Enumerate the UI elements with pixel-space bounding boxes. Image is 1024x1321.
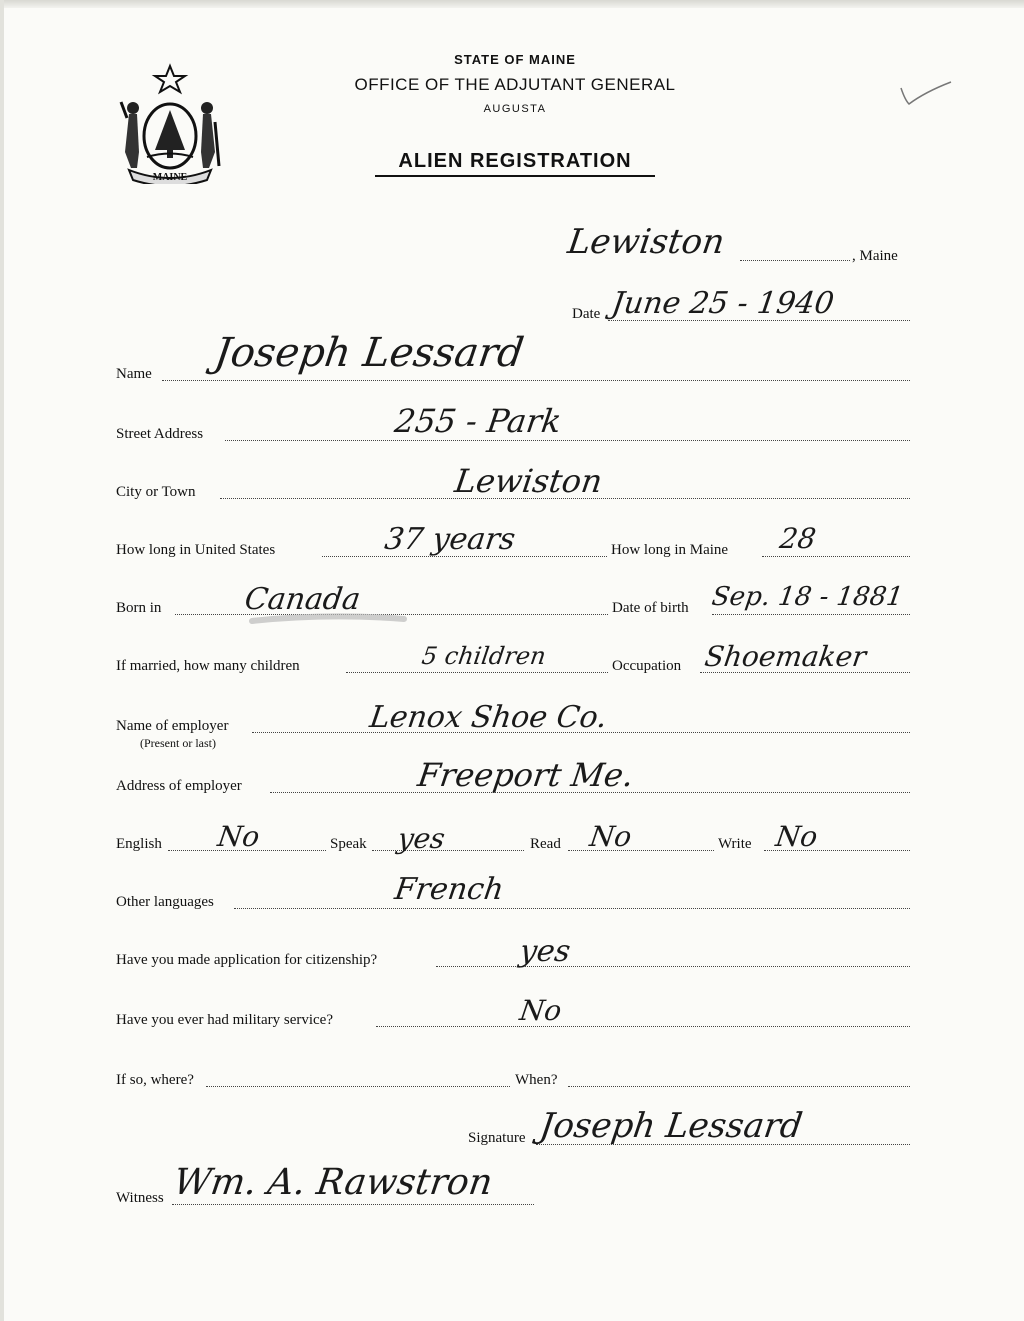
occupation-label: Occupation — [612, 658, 682, 674]
other-languages-line — [234, 908, 910, 909]
svg-text:MAINE: MAINE — [152, 172, 188, 183]
date-of-birth-label: Date of birth — [612, 600, 689, 616]
witness-value: Wm. A. Rawstron — [171, 1162, 496, 1203]
children-label: If married, how many children — [116, 658, 300, 674]
street-address-line — [225, 440, 910, 441]
maine-suffix: , Maine — [852, 248, 898, 264]
how-long-maine-line — [762, 556, 910, 557]
city-value: Lewiston — [452, 462, 605, 500]
state-heading: STATE OF MAINE — [454, 52, 576, 67]
maine-state-seal — [115, 62, 225, 184]
employer-value: Lenox Shoe Co. — [367, 700, 610, 735]
scan-edge — [0, 0, 1024, 8]
how-long-us-label: How long in United States — [116, 542, 276, 558]
born-in-value: Canada — [242, 582, 363, 617]
english-value: No — [215, 820, 262, 853]
date-of-birth-line — [712, 614, 910, 615]
witness-line — [172, 1204, 534, 1205]
write-label: Write — [718, 836, 752, 852]
write-value: No — [773, 820, 820, 853]
citizenship-label: Have you made application for citizenship? — [116, 952, 378, 968]
military-line — [376, 1026, 910, 1027]
city-heading: AUGUSTA — [483, 103, 547, 115]
how-long-maine-label: How long in Maine — [611, 542, 729, 558]
town-line — [740, 260, 850, 261]
occupation-value: Shoemaker — [702, 640, 869, 673]
military-label: Have you ever had military service? — [116, 1012, 333, 1028]
date-of-birth-value: Sep. 18 - 1881 — [709, 582, 906, 612]
name-line — [162, 380, 910, 381]
signature-label: Signature — [468, 1130, 526, 1146]
employer-address-value: Freeport Me. — [415, 756, 636, 794]
if-so-where-label: If so, where? — [116, 1072, 194, 1088]
read-label: Read — [530, 836, 561, 852]
speak-line — [372, 850, 524, 851]
date-label: Date — [572, 306, 601, 322]
born-in-label: Born in — [116, 600, 162, 616]
citizenship-line — [436, 966, 910, 967]
citizenship-value: yes — [517, 934, 573, 969]
signature-value: Joseph Lessard — [537, 1106, 805, 1146]
town-value: Lewiston — [565, 222, 727, 262]
name-value: Joseph Lessard — [211, 330, 527, 376]
form-title: ALIEN REGISTRATION — [375, 150, 655, 177]
children-value: 5 children — [420, 642, 548, 670]
children-line — [346, 672, 608, 673]
employer-label: Name of employer — [116, 718, 229, 734]
witness-label: Witness — [116, 1190, 164, 1206]
speak-value: yes — [395, 822, 448, 855]
city-label: City or Town — [116, 484, 196, 500]
name-label: Name — [116, 366, 152, 382]
when-line — [568, 1086, 910, 1087]
speak-label: Speak — [330, 836, 367, 852]
military-value: No — [517, 994, 564, 1027]
employer-note: (Present or last) — [140, 736, 216, 750]
date-value: June 25 - 1940 — [609, 286, 837, 321]
office-heading: OFFICE OF THE ADJUTANT GENERAL — [354, 75, 676, 94]
street-address-value: 255 - Park — [392, 402, 564, 440]
scan-edge-left — [0, 0, 4, 1321]
if-so-where-line — [206, 1086, 510, 1087]
check-mark — [895, 78, 955, 108]
read-value: No — [587, 820, 634, 853]
english-label: English — [116, 836, 162, 852]
employer-address-label: Address of employer — [116, 778, 242, 794]
other-languages-label: Other languages — [116, 894, 214, 910]
other-languages-value: French — [392, 872, 506, 907]
when-label: When? — [515, 1072, 558, 1088]
street-address-label: Street Address — [116, 426, 204, 442]
how-long-maine-value: 28 — [777, 522, 818, 555]
how-long-us-value: 37 years — [382, 522, 518, 557]
